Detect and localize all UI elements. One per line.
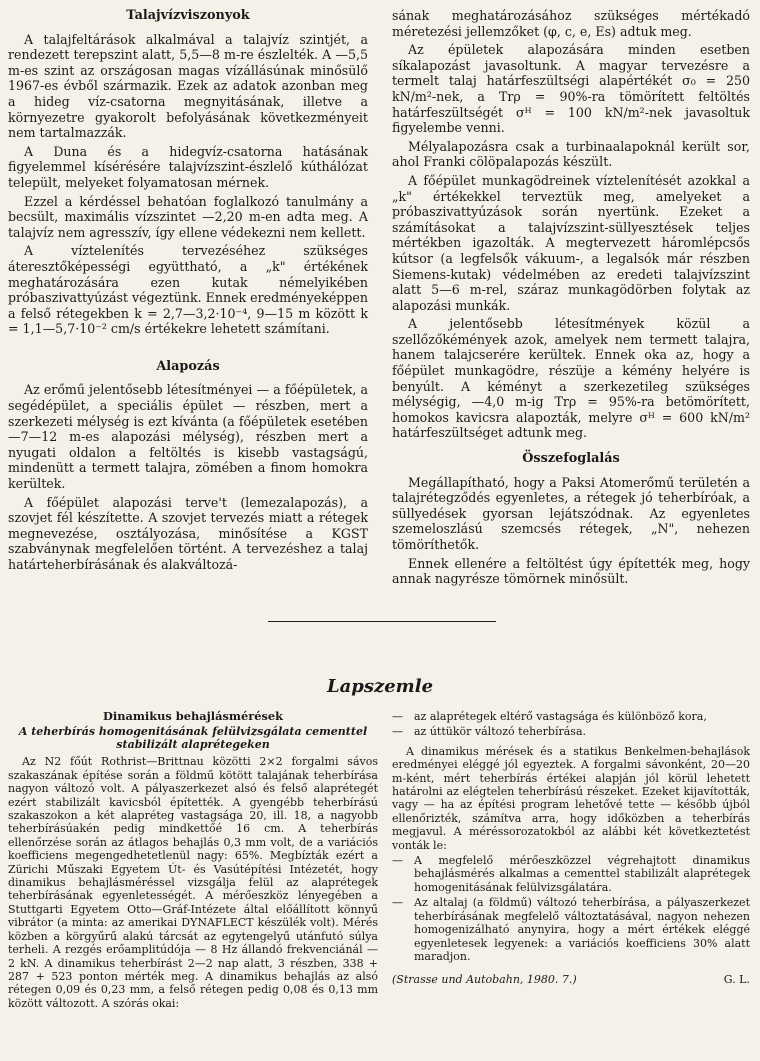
paragraph: Ennek ellenére a feltöltést úgy építették meg, hogy annak nagyrésze tömörnek minősült. [392, 555, 750, 587]
paragraph: Mélyalapozásra csak a turbinaalapoknál került sor, ahol Franki cölöpalapozás készült. [392, 138, 750, 170]
paragraph: Az épületek alapozására minden esetben síkalapozást javasoltunk. A magyar tervezésre a termelt talaj határfeszültségi alapértékét σ₀ = 250 kN/m²-nek, a Trρ = 90%-ra tömörített feltöltés határfeszültségét σᴴ = 100 kN/m²-nek javasoltuk figyelembe venni. [392, 42, 750, 136]
review-title: Dinamikus behajlásmérések [102, 709, 283, 723]
paragraph: Az erőmű jelentősebb létesítményei — a főépületek, a segédépület, a speciális épület — részben, mert a szerkezeti mélység is ezt kívánta (a főépületek esetében —7—12 m-es alapozási mélység), részben mert a nyugati oldalon a feltöltés is kisebb vastagságú, mindenütt a termett talajra, zömében a finom homokra kerültek. [8, 382, 368, 492]
paragraph: A talajfeltárások alkalmával a talajvíz szintjét, a rendezett terepszint alatt, 5,5—8 m-re észlelték. A —5,5 m-es szint az országosan magas vízállásúnak minősülő 1967-es évből származik. Ezek az adatok azonban meg a hideg víz-csatorna megnyitásának, illetve a környezetre gyakorolt befolyásának következményeit nem tartalmazzák. [8, 31, 368, 141]
review-left-column [8, 710, 378, 1012]
review-subtitle: A teherbírás homogenitásának felülvizsgálata cementtel stabilizált alaprétegeken [18, 725, 368, 752]
paragraph: A jelentősebb létesítmények közül a szellőzőkémények azok, amelyek nem termett talajra, hanem talajcserére kerültek. Ennek oka az, hogy a főépület munkagödre, részüje a kémény helyére is benyúlt. A kéményt a szerkezetileg szükséges mélységig, —4,0 m-ig Trρ = 95%-ra betömörített, homokos kavicsra alapozták, melyre σᴴ = 600 kN/m² határfeszültséget adtunk meg. [392, 316, 750, 441]
author-initials: G. L. [723, 973, 750, 987]
list-item: — az alaprétegek eltérő vastagsága és különböző kora, [392, 710, 707, 723]
list-item: — az úttükör változó teherbírása. [392, 725, 587, 739]
right-column [392, 8, 750, 590]
left-column [8, 8, 368, 576]
paragraph: Ezzel a kérdéssel behatóan foglalkozó tanulmány a becsült, maximális vízszintet —2,20 m-en adta meg. A talajvíz nem agresszív, így ellene védekezni nem kellett. [8, 193, 368, 240]
paragraph: sának meghatározásához szükséges mértékadó méretezési jellemzőket (φ, c, e, Es) adtuk meg. [392, 8, 750, 39]
paragraph: Megállapítható, hogy a Paksi Atomerőmű területén a talajrétegződés egyenletes, a rétegek jó teherbíróak, a süllyedések gyorsan lejátszódnak. Az egyenletes szemeloszlású szemcsés rétegek, „N", nehezen tömöríthetők. [392, 474, 750, 552]
paragraph: A víztelenítés tervezéséhez szükséges áteresztőképességi együttható, a „k" értékének meghatározására ezen kutak némelyikében próbaszivattyúzást végeztünk. Ennek eredményeképpen a felső rétegekben k = 2,7—3,2·10⁻⁴, 9—15 m között k = 1,1—5,7·10⁻² cm/s értékekre lehetett számítani. [8, 243, 368, 337]
heading-osszefoglalas: Összefoglalás [522, 451, 620, 467]
review-right-column [392, 710, 750, 987]
paragraph: A Duna és a hidegvíz-csatorna hatásának figyelemmel kísérésére talajvízszint-észlelő kúthálózat települt, melyeket folyamatosan mérnek. [8, 143, 368, 190]
source-citation: (Strasse und Autobahn, 1980. 7.) [392, 973, 577, 987]
divider [268, 621, 496, 622]
list-item: — A megfelelő mérőeszközzel végrehajtott dinamikus behajlásmérés alkalmas a cementtel stabilizált alaprétegek homogenitásának felülvizsgálatára. [392, 854, 750, 894]
source-line [392, 973, 750, 986]
paragraph: A főépület alapozási terve't (lemezalapozás), a szovjet fél készítette. A szovjet tervezés miatt a rétegek megnevezése, osztályozása, minősítése a KGST szabványnak megfelelően történt. A tervezéshez a talaj határteherbírásának és alakváltozá- [8, 494, 368, 572]
paragraph: Az N2 főút Rothrist—Brittnau közötti 2×2 forgalmi sávos szakaszának építése során a földmű kötött talajának teherbírása nagyon változó volt. A pályaszerkezet alsó és felső alaprétegét ezért stabilizált kavicsból építették. A gyengébb teherbírású szakaszokon a két alapréteg vastagsága 20, ill. 18, a nagyobb teherbírásúakén pedig mindkettőé 16 cm. A teherbírás ellenőrzése során az átlagos behajlás 0,3 mm volt, de a variációs koefficiens megengedhetetlenül nagy: 65%. Megbízták ezért a Zürichi Műszaki Egyetem Út- és Vasútépítési Intézetét, hogy dinamikus behajlásméréssel vizsgálja felül az alaprétegek teherbírásának egyenletességét. A mérőeszköz lényegében a Stuttgarti Egyetem Otto—Gráf-Intézete által előállított könnyű vibrátor (a minta: az amerikai DYNAFLECT készülék volt). Mérés közben a körgyűrű alakú tárcsát az egytengelyű utánfutó súlya terheli. A rezgés erőamplitúdója — 8 Hz állandó frekvenciánál — 2 kN. A dinamikus teherbírást 2—2 nap alatt, 3 részben, 338 + 287 + 523 ponton mérték meg. A dinamikus behajlás az alsó rétegen 0,09 és 0,23 mm, a felső rétegen pedig 0,08 és 0,13 mm között változott. A szórás okai: [8, 755, 378, 1010]
list-item: — Az altalaj (a földmű) változó teherbírása, a pályaszerkezet teherbírásának megfelelő változtatásával, nagyon nehezen homogenizálható anynyira, hogy a mért értékek eléggé egyenletesek legyenek: a variációs koefficiens 30% alatt maradjon. [392, 896, 750, 963]
section-title: Lapszemle [326, 676, 434, 697]
paragraph: A főépület munkagödreinek víztelenítését azokkal a „k" értékekkel terveztük meg, amelyeket a próbaszivattyúzások során nyertünk. Ezeket a számításokat a talajvízszint-süllyesztések teljes mértékben igazolták. A megtervezett háromlépcsős kútsor (a legfelsők vákuum-, a legalsók már részben Siemens-kutak) védelmében az eredeti talajvízszint alatt 5—6 m-rel, száraz munkagödörben folytak az alapozási munkák. [392, 172, 750, 313]
heading-alapozas: Alapozás [156, 358, 220, 374]
paragraph: A dinamikus mérések és a statikus Benkelmen-behajlások eredményei eléggé jól egyeztek. A forgalmi sávonként, 20—20 m-ként, mért teherbírás értékei alapján jól körül lehetett határolni az elégtelen teherbírású részeket. Ezeket kijavították, vagy — ha az építési program lehetővé tette — később újból ellenőrizték, számítva arra, hogy időközben a teherbírás megjavul. A méréssorozatokból az alábbi két következtetést vonták le: [392, 744, 750, 852]
heading-talajvizviszonyok: Talajvízviszonyok [126, 8, 250, 23]
